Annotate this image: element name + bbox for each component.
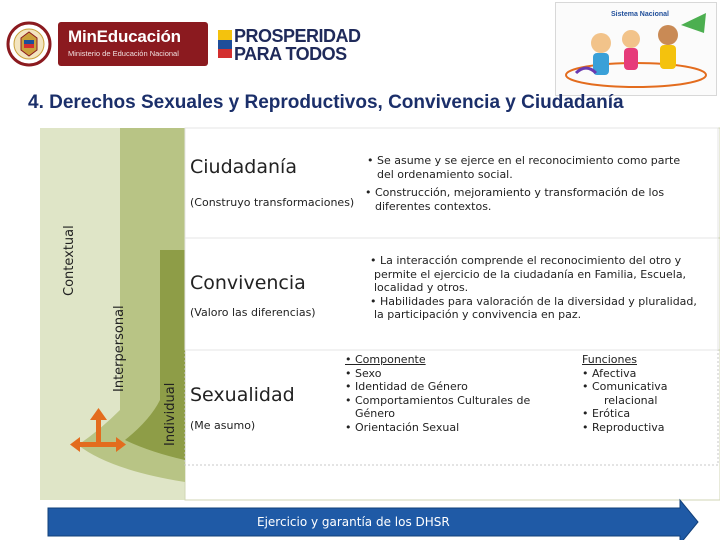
bottom-arrow-label: Ejercicio y garantía de los DHSR [257,515,450,529]
prosperidad-logo-line2: PARA TODOS [234,44,347,64]
level-label-interpersonal: Interpersonal [112,305,127,392]
functions-heading: Funciones [582,353,637,366]
mineducacion-title: MinEducación [68,27,181,46]
page-title: 4. Derechos Sexuales y Reproductivos, Convivencia y Ciudadanía [28,92,624,113]
row-bullets-convivencia [370,254,697,322]
level-label-individual: Individual [163,382,178,446]
function-item: • Reproductiva [582,420,665,434]
function-item: • Comunicativa [582,380,668,393]
bullet-line: permite el ejercicio de la ciudadanía en Familia, Escuela, [374,267,687,281]
bullet-line: la participación y convivencia en paz. [374,308,582,321]
components-heading: • Componente [345,353,426,366]
level-label-contextual: Contextual [62,225,77,296]
row-title-sexualidad: Sexualidad [190,384,295,406]
components-list [345,353,530,434]
component-item: • Orientación Sexual [345,420,460,434]
prosperidad-logo-line1: PROSPERIDAD [234,26,361,46]
row-title-convivencia: Convivencia [190,272,306,294]
row-subtitle-sexualidad: (Me asumo) [190,419,256,432]
bullet-line: del ordenamiento social. [377,167,513,181]
bullet-line: localidad y otros. [374,281,469,294]
component-item: • Sexo [345,366,382,380]
component-item: • Comportamientos Culturales de [345,393,531,407]
bullet-line: • Construcción, mejoramiento y transformación de los [365,186,665,199]
bullet-line: • Se asume y se ejerce en el reconocimiento como parte [367,154,681,167]
function-item: • Afectiva [582,366,637,380]
row-bullets-ciudadania [365,154,680,213]
bullet-line: • La interacción comprende el reconocimiento del otro y [370,254,682,267]
function-item: relacional [604,393,658,407]
component-item: • Identidad de Género [345,380,468,393]
functions-list [582,353,668,434]
illustration-label: Sistema Nacional [611,11,669,18]
row-subtitle-ciudadania: (Construyo transformaciones) [190,196,355,209]
function-item: • Erótica [582,407,631,420]
bullet-line: • Habilidades para valoración de la diversidad y pluralidad, [370,294,697,308]
component-item: Género [355,407,396,420]
row-title-ciudadania: Ciudadanía [190,156,297,178]
row-subtitle-convivencia: (Valoro las diferencias) [190,306,316,319]
mineducacion-subtitle: Ministerio de Educación Nacional [68,49,179,58]
bullet-line: diferentes contextos. [375,199,492,213]
